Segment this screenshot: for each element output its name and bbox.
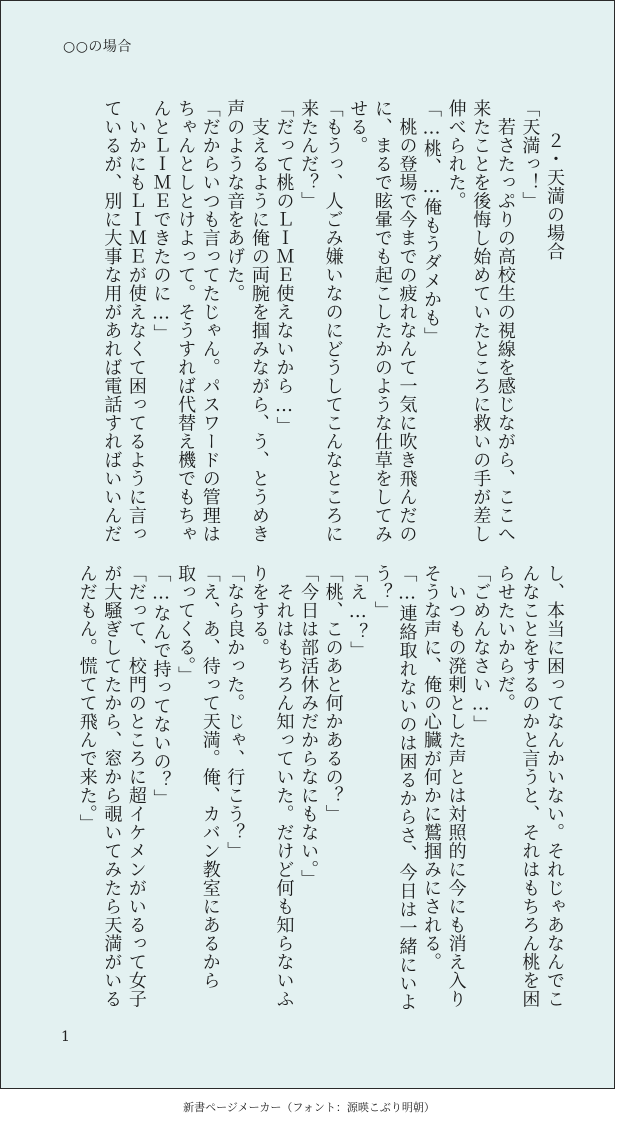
text-line: 「だって桃のＬＩＭＥ使えないから…」 xyxy=(273,99,295,435)
text-line: 「ごめんなさい…」 xyxy=(470,564,492,734)
text-line: それはもちろん知っていた。だけど何も知らないふ xyxy=(273,564,295,1008)
text-line: 「だって、校門のところに超イケメンがいるって女子 xyxy=(125,564,147,1008)
text-line: 取ってくる。」 xyxy=(175,564,197,685)
footer-credit: 新書ページメーカー（フォント：源暎こぶり明朝） xyxy=(183,1101,435,1114)
text-line: 桃の登場で今までの疲れなんて一気に吹き飛んだの xyxy=(396,99,418,543)
text-line: 「…なんで持ってないの？」 xyxy=(150,564,172,808)
text-line: う？」 xyxy=(371,564,393,620)
text-line: んなことをするのかと言うと、それはもちろん桃を困 xyxy=(519,564,541,1008)
text-line: に、まるで眩暈でも起こしたかのような仕草をしてみ xyxy=(371,99,393,543)
text-line: 「なら良かった。じゃ、行こう？」 xyxy=(224,564,246,860)
text-block-bottom xyxy=(74,564,566,1011)
page-number: 1 xyxy=(61,1029,70,1045)
text-line: 「今日は部活休みだからなにもない。」 xyxy=(298,564,320,888)
text-line: んとＬＩＭＥできたのに…」 xyxy=(150,99,172,343)
text-line: 伸べられた。 xyxy=(445,99,467,210)
text-line: 来たことを後悔し始めていたところに救いの手が差し xyxy=(470,99,492,543)
text-line: いつもの溌剌とした声とは対照的に今にも消え入り xyxy=(445,564,467,1008)
text-line: し、本当に困ってなんかいない。それじゃあなんでこ xyxy=(544,564,565,1008)
text-line: 声のような音をあげた。 xyxy=(224,99,246,303)
text-line: せる。 xyxy=(347,99,369,155)
text-line: りをする。 xyxy=(248,564,270,657)
text-line: 「…連絡取れないのは困るからさ、今日は一緒にいよ xyxy=(396,564,418,1011)
text-line: ているが、別に大事な用があれば電話すればいいんだ xyxy=(101,99,123,543)
text-line: 「…桃、…俺もうダメかも」 xyxy=(421,99,443,346)
text-line: らせたいからだ。 xyxy=(494,564,516,712)
text-line: 「もうっ、人ごみ嫌いなのにどうしてこんなところに xyxy=(322,99,344,543)
text-line: 「え…？」 xyxy=(347,564,369,660)
text-block-top xyxy=(99,99,566,543)
text-line: 来たんだ？」 xyxy=(298,99,320,210)
text-line: 若さたっぷりの高校生の視線を感じながら、ここへ xyxy=(494,99,516,543)
text-line: いかにもＬＩＭＥが使えなくて困ってるように言っ xyxy=(125,99,147,543)
text-line: 支えるように俺の両腕を掴みながら、う、とうめき xyxy=(248,99,270,543)
text-line: 「だからいつも言ってたじゃん。パスワードの管理は xyxy=(199,99,221,543)
text-line: んだもん。慌てて飛んで来た。」 xyxy=(76,564,98,833)
text-line: ちゃんとしとけよって。そうすれば代替え機でもちゃ xyxy=(175,99,197,543)
text-line: が大騒ぎしてたから、窓から覗いてみたら天満がいる xyxy=(101,564,123,1008)
chapter-title: ２・天満の場合 xyxy=(544,131,565,261)
text-line: 「え、あ、待って天満。俺、カバン教室にあるから xyxy=(199,564,221,990)
text-line: そうな声に、俺の心臓が何かに鷲掴みにされる。 xyxy=(421,564,443,971)
text-line: 「桃、このあと何かあるの？」 xyxy=(322,564,344,823)
text-line: 「天満っ！」 xyxy=(519,99,541,210)
page-header: ○○の場合 xyxy=(63,39,132,55)
